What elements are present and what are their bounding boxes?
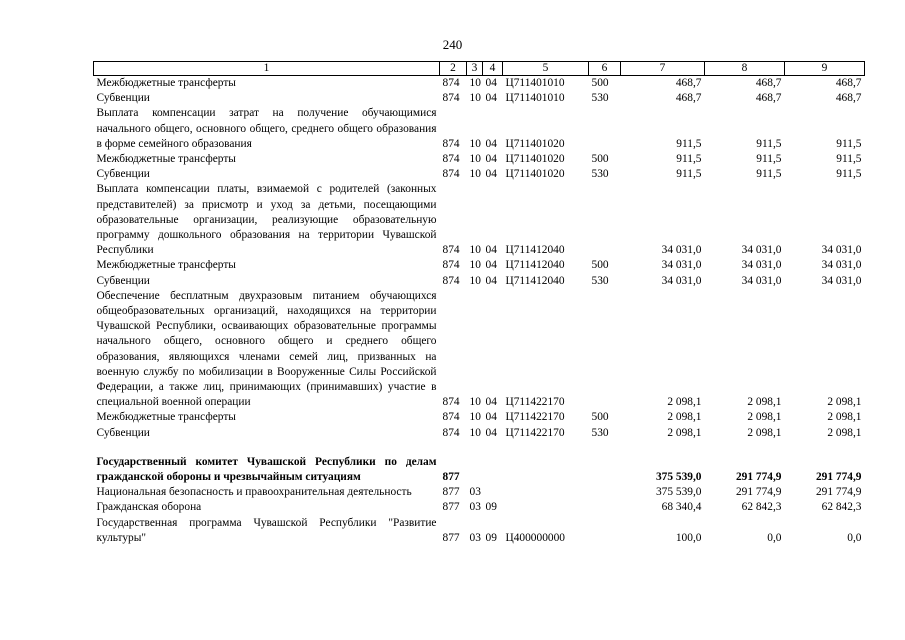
section-code: 10 (469, 426, 481, 439)
amount-col8: 34 031,0 (741, 259, 782, 272)
amount-col8: 468,7 (755, 77, 782, 89)
item-name: Субвенции (96, 274, 150, 287)
expense-type-code (589, 289, 621, 411)
budget-table (93, 61, 865, 546)
amount-col8: 911,5 (756, 137, 782, 150)
header-cell: 3 (467, 62, 483, 76)
target-article-code: Ц711412040 (505, 259, 565, 272)
section-code: 10 (469, 137, 481, 150)
table-row (94, 106, 865, 152)
header-cell: 4 (483, 62, 503, 76)
header-cell: 5 (503, 62, 589, 76)
amount-col9: 2 098,1 (827, 396, 862, 409)
target-article-code (503, 455, 589, 485)
amount-col7: 2 098,1 (667, 426, 702, 439)
amount-col7: 911,5 (676, 168, 702, 181)
ministry-code: 874 (442, 137, 460, 150)
expense-type-code: 500 (591, 153, 609, 166)
amount-col9: 34 031,0 (821, 244, 862, 257)
amount-col9: 911,5 (836, 168, 862, 181)
amount-col7: 2 098,1 (667, 411, 702, 424)
subsection-code: 04 (485, 137, 497, 150)
target-article-code: Ц711422170 (505, 426, 565, 439)
target-article-code: Ц711422170 (505, 411, 565, 424)
section-code: 03 (469, 486, 481, 499)
section-code: 10 (469, 92, 481, 105)
expense-type-code: 530 (591, 426, 609, 439)
header-cell: 7 (621, 62, 705, 76)
table-row (94, 76, 865, 92)
table-row (94, 500, 865, 515)
ministry-code: 874 (442, 274, 460, 287)
page-number: 240 (442, 37, 463, 52)
subsection-code: 09 (485, 531, 497, 544)
table-row (94, 258, 865, 273)
subsection-code: 04 (485, 77, 497, 89)
item-name: Субвенции (96, 168, 150, 181)
expense-type-code: 530 (591, 92, 609, 105)
table-row (94, 455, 865, 485)
amount-col8: 0,0 (767, 531, 782, 544)
table-row (94, 410, 865, 425)
amount-col9: 291 774,9 (815, 471, 862, 484)
subsection-code: 04 (485, 168, 497, 181)
item-name: Межбюджетные трансферты (96, 153, 236, 166)
section-code: 10 (469, 274, 481, 287)
table-row (94, 289, 865, 411)
table-row (94, 274, 865, 289)
target-article-code: Ц711401020 (505, 137, 565, 150)
amount-col8: 34 031,0 (741, 244, 782, 257)
expense-type-code (589, 455, 621, 485)
amount-col9: 2 098,1 (827, 411, 862, 424)
target-article-code: Ц711401020 (505, 168, 565, 181)
amount-col7: 375 539,0 (655, 486, 702, 499)
ministry-code: 874 (442, 92, 460, 105)
amount-col9: 468,7 (835, 92, 862, 105)
item-name: Субвенции (96, 92, 150, 105)
amount-col7: 34 031,0 (661, 244, 702, 257)
item-name: Государственный комитет Чувашской Республики по делам гражданской обороны и чрезвычайным ситуациям (96, 455, 437, 484)
ministry-code: 874 (442, 411, 460, 424)
ministry-code: 877 (442, 471, 460, 484)
amount-col8: 2 098,1 (747, 396, 782, 409)
header-cell: 9 (785, 62, 865, 76)
subsection-code: 04 (485, 396, 497, 409)
expense-type-code (589, 182, 621, 258)
amount-col9: 34 031,0 (821, 259, 862, 272)
subsection-code (483, 455, 503, 485)
expense-type-code (589, 516, 621, 546)
expense-type-code (589, 500, 621, 515)
table-header-row (94, 62, 865, 76)
amount-col8: 911,5 (756, 168, 782, 181)
amount-col7: 911,5 (676, 153, 702, 166)
amount-col8: 291 774,9 (735, 486, 782, 499)
subsection-code: 04 (485, 426, 497, 439)
target-article-code: Ц711401010 (505, 77, 565, 89)
expense-type-code (589, 485, 621, 500)
section-code (467, 455, 483, 485)
amount-col7: 375 539,0 (655, 471, 702, 484)
header-cell: 2 (440, 62, 467, 76)
expense-type-code: 530 (591, 274, 609, 287)
section-code: 10 (469, 168, 481, 181)
amount-col8: 2 098,1 (747, 426, 782, 439)
expense-type-code: 530 (591, 168, 609, 181)
item-name: Межбюджетные трансферты (96, 411, 236, 424)
amount-col7: 100,0 (675, 531, 702, 544)
target-article-code (503, 485, 589, 500)
amount-col7: 468,7 (675, 92, 702, 105)
target-article-code: Ц711401010 (505, 92, 565, 105)
header-cell: 1 (94, 62, 440, 76)
ministry-code: 874 (442, 168, 460, 181)
amount-col7: 911,5 (676, 137, 702, 150)
amount-col7: 34 031,0 (661, 274, 702, 287)
amount-col8: 911,5 (756, 153, 782, 166)
target-article-code: Ц711422170 (505, 396, 565, 409)
target-article-code: Ц711401020 (505, 153, 565, 166)
target-article-code: Ц711412040 (505, 274, 565, 287)
amount-col9: 2 098,1 (827, 426, 862, 439)
ministry-code: 877 (442, 501, 460, 514)
subsection-code: 04 (485, 411, 497, 424)
ministry-code: 874 (442, 153, 460, 166)
amount-col8: 468,7 (755, 92, 782, 105)
section-code: 10 (469, 153, 481, 166)
amount-col9: 34 031,0 (821, 274, 862, 287)
table-row (94, 167, 865, 182)
amount-col9: 911,5 (836, 137, 862, 150)
subsection-code (483, 485, 503, 500)
item-name: Государственная программа Чувашской Республики "Развитие культуры" (96, 516, 437, 544)
section-code: 03 (469, 531, 481, 544)
table-row (94, 426, 865, 441)
item-name: Обеспечение бесплатным двухразовым питанием обучающихся общеобразовательных организаций, находящихся на территории Чувашской Республики, осваивающих образовательные программы начального общего, основного общего и среднего общего образования, являющихся членами семей лиц, призванных на военную службу по мобилизации в Вооруженные Силы Российской Федерации, а также лиц, принимающих (принимавших) участие в специальной военной операции (96, 289, 437, 409)
item-name: Гражданская оборона (96, 501, 202, 514)
ministry-code: 874 (442, 259, 460, 272)
expense-type-code (589, 106, 621, 152)
table-row (94, 516, 865, 546)
ministry-code: 877 (442, 486, 460, 499)
item-name: Субвенции (96, 426, 150, 439)
section-code: 10 (469, 259, 481, 272)
amount-col9: 291 774,9 (815, 486, 862, 499)
item-name: Выплата компенсации платы, взимаемой с родителей (законных представителей) за присмотр и уход за детьми, посещающими образовательные организации, реализующие образовательную программу дошкольного образования на территории Чувашской Республики (96, 183, 437, 257)
expense-type-code: 500 (591, 77, 609, 89)
item-name: Межбюджетные трансферты (96, 259, 236, 272)
amount-col8: 62 842,3 (741, 501, 782, 514)
header-cell: 6 (589, 62, 621, 76)
subsection-code: 04 (485, 259, 497, 272)
ministry-code: 874 (442, 396, 460, 409)
subsection-code: 04 (485, 153, 497, 166)
item-name: Выплата компенсации затрат на получение обучающимися начального общего, основного общего, среднего общего образования в форме семейного образования (96, 107, 437, 150)
subsection-code: 04 (485, 274, 497, 287)
amount-col9: 911,5 (836, 153, 862, 166)
section-code: 10 (469, 244, 481, 257)
table-row (94, 182, 865, 258)
amount-col7: 68 340,4 (661, 501, 702, 514)
amount-col7: 468,7 (675, 77, 702, 89)
item-name: Межбюджетные трансферты (96, 77, 236, 89)
amount-col9: 62 842,3 (821, 501, 862, 514)
table-row (94, 485, 865, 500)
ministry-code: 874 (442, 77, 460, 89)
target-article-code: Ц400000000 (505, 531, 565, 544)
amount-col9: 0,0 (847, 531, 862, 544)
target-article-code (503, 500, 589, 515)
expense-type-code: 500 (591, 411, 609, 424)
expense-type-code: 500 (591, 259, 609, 272)
amount-col8: 34 031,0 (741, 274, 782, 287)
spacer-cell (94, 441, 865, 455)
section-code: 10 (469, 396, 481, 409)
subsection-code: 04 (485, 92, 497, 105)
amount-col8: 291 774,9 (735, 471, 782, 484)
amount-col7: 34 031,0 (661, 259, 702, 272)
target-article-code: Ц711412040 (505, 244, 565, 257)
ministry-code: 877 (442, 531, 460, 544)
ministry-code: 874 (442, 426, 460, 439)
section-code: 03 (469, 501, 481, 514)
amount-col9: 468,7 (835, 77, 862, 89)
subsection-code: 04 (485, 244, 497, 257)
item-name: Национальная безопасность и правоохранительная деятельность (96, 486, 412, 499)
amount-col7: 2 098,1 (667, 396, 702, 409)
header-cell: 8 (705, 62, 785, 76)
table-row (94, 152, 865, 167)
section-code: 10 (469, 77, 481, 89)
section-code: 10 (469, 411, 481, 424)
subsection-code: 09 (485, 501, 497, 514)
ministry-code: 874 (442, 244, 460, 257)
table-row (94, 91, 865, 106)
amount-col8: 2 098,1 (747, 411, 782, 424)
table-spacer-row (94, 441, 865, 455)
